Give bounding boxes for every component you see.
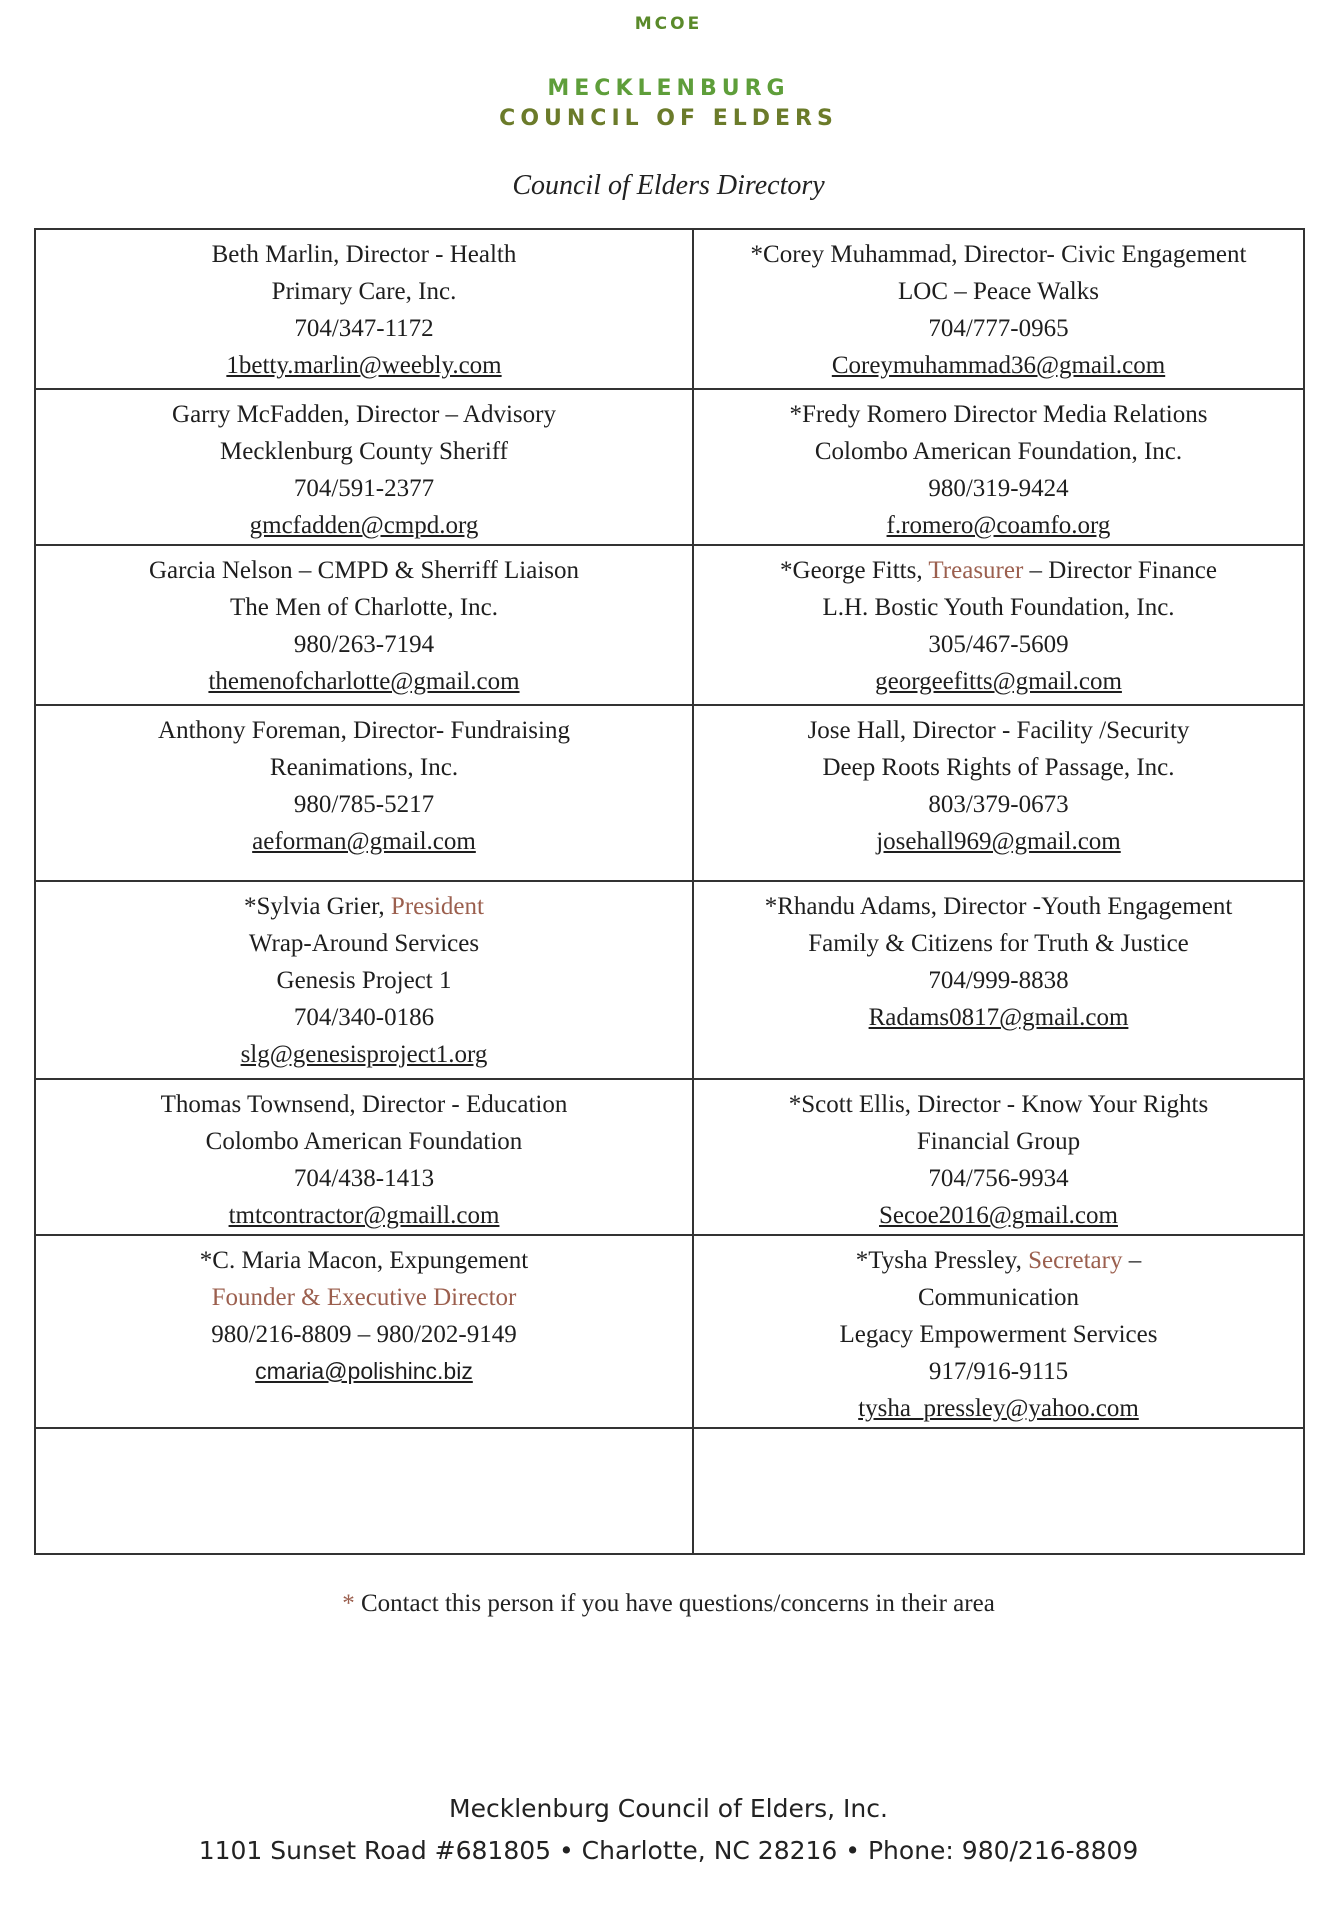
entry-email-link[interactable]: themenofcharlotte@gmail.com	[208, 668, 520, 695]
entry-phone: 704/438-1413	[293, 1165, 435, 1192]
entry-phone: 704/347-1172	[294, 315, 434, 342]
directory-entry-empty	[693, 1428, 1304, 1554]
directory-entry	[693, 229, 1304, 389]
entry-email-link[interactable]: Radams0817@gmail.com	[868, 1004, 1129, 1031]
footer-address: 1101 Sunset Road #681805 • Charlotte, NC 28216 • Phone: 980/216-8809	[198, 1836, 1139, 1865]
entry-email-link[interactable]: tysha_pressley@yahoo.com	[858, 1395, 1139, 1422]
entry-organization: The Men of Charlotte, Inc.	[230, 594, 498, 621]
table-row	[35, 1235, 1304, 1428]
page-title: Council of Elders Directory	[512, 170, 825, 201]
entry-title: Garry McFadden, Director – Advisory	[172, 401, 556, 428]
entry-phone: 803/379-0673	[928, 791, 1069, 818]
directory-entry	[35, 229, 693, 389]
entry-role: President	[390, 893, 484, 920]
entry-department: Communication	[917, 1284, 1080, 1311]
directory-entry	[693, 545, 1304, 705]
entry-email-link[interactable]: gmcfadden@cmpd.org	[249, 512, 479, 539]
directory-entry	[693, 881, 1304, 1079]
entry-title: Anthony Foreman, Director- Fundraising	[158, 717, 570, 744]
entry-email-link[interactable]: cmaria@polishinc.biz	[255, 1358, 473, 1384]
entry-title: *Fredy Romero Director Media Relations	[789, 401, 1208, 428]
table-row	[35, 881, 1304, 1079]
entry-phone: 980/263-7194	[293, 631, 435, 658]
entry-title: *Corey Muhammad, Director- Civic Engagement	[750, 241, 1247, 268]
entry-phone: 980/216-8809 – 980/202-9149	[211, 1321, 517, 1348]
table-row	[35, 389, 1304, 545]
directory-entry	[35, 881, 693, 1079]
entry-program: Genesis Project 1	[276, 967, 452, 994]
table-row-empty	[35, 1428, 1304, 1554]
entry-title: Garcia Nelson – CMPD & Sherriff Liaison	[148, 557, 580, 584]
entry-title	[702, 1242, 1295, 1279]
entry-title: Jose Hall, Director - Facility /Security	[807, 717, 1190, 744]
footer-organization: Mecklenburg Council of Elders, Inc.	[449, 1794, 888, 1823]
entry-email-link[interactable]: tmtcontractor@gmaill.com	[228, 1202, 500, 1229]
entry-organization: Family & Citizens for Truth & Justice	[808, 930, 1189, 957]
entry-organization: Primary Care, Inc.	[271, 278, 457, 305]
entry-name: *George Fitts,	[780, 557, 929, 584]
table-row	[35, 705, 1304, 881]
entry-title: *Rhandu Adams, Director -Youth Engagement	[764, 893, 1233, 920]
entry-phone: 704/999-8838	[928, 967, 1069, 994]
directory-entry	[35, 389, 693, 545]
entry-title-suffix: –	[1122, 1247, 1142, 1274]
entry-title-suffix: – Director Finance	[1023, 557, 1217, 584]
logo-text-mecklenburg: MECKLENBURG	[547, 76, 790, 101]
entry-email-link[interactable]: 1betty.marlin@weebly.com	[226, 352, 502, 379]
entry-title: *Scott Ellis, Director - Know Your Rights	[788, 1091, 1209, 1118]
entry-organization: Reanimations, Inc.	[269, 754, 459, 781]
footnote	[0, 1590, 1337, 1618]
entry-email-link[interactable]: georgeefitts@gmail.com	[875, 668, 1122, 695]
table-row	[35, 545, 1304, 705]
entry-organization: Legacy Empowerment Services	[839, 1321, 1158, 1348]
entry-phone: 704/340-0186	[293, 1004, 435, 1031]
entry-organization: Mecklenburg County Sheriff	[220, 438, 508, 465]
entry-organization: Wrap-Around Services	[248, 930, 480, 957]
directory-entry-empty	[35, 1428, 693, 1554]
directory-entry	[35, 545, 693, 705]
entry-title: Thomas Townsend, Director - Education	[160, 1091, 568, 1118]
entry-phone: 980/319-9424	[928, 475, 1069, 502]
directory-entry	[35, 1079, 693, 1235]
table-row	[35, 229, 1304, 389]
entry-title: *C. Maria Macon, Expungement	[199, 1247, 529, 1274]
directory-entry	[35, 705, 693, 881]
entry-email-link[interactable]: aeforman@gmail.com	[252, 828, 476, 855]
directory-table	[34, 228, 1305, 1555]
entry-email-link[interactable]: Coreymuhammad36@gmail.com	[831, 352, 1166, 379]
entry-phone: 917/916-9115	[928, 1358, 1069, 1385]
entry-email-link[interactable]: Secoe2016@gmail.com	[879, 1202, 1118, 1229]
entry-organization: Deep Roots Rights of Passage, Inc.	[822, 754, 1175, 781]
entry-email-link[interactable]: slg@genesisproject1.org	[240, 1041, 488, 1068]
entry-role: Secretary	[1028, 1247, 1123, 1274]
entry-phone: 980/785-5217	[293, 791, 435, 818]
directory-entry	[693, 705, 1304, 881]
directory-entry	[693, 389, 1304, 545]
footnote-asterisk: *	[342, 1590, 355, 1617]
entry-organization: L.H. Bostic Youth Foundation, Inc.	[822, 594, 1175, 621]
entry-phone: 305/467-5609	[928, 631, 1069, 658]
entry-organization: LOC – Peace Walks	[898, 278, 1099, 305]
entry-organization: Colombo American Foundation, Inc.	[814, 438, 1183, 465]
logo-abbreviation: MCOE	[634, 14, 703, 34]
entry-title	[702, 552, 1295, 589]
footnote-text: Contact this person if you have questions/concerns in their area	[354, 1590, 995, 1617]
entry-title	[44, 888, 684, 925]
table-row	[35, 1079, 1304, 1235]
entry-email-link[interactable]: f.romero@coamfo.org	[886, 512, 1111, 539]
entry-phone: 704/591-2377	[293, 475, 435, 502]
entry-organization: Colombo American Foundation	[205, 1128, 523, 1155]
entry-email-link[interactable]: josehall969@gmail.com	[876, 828, 1121, 855]
entry-title: Beth Marlin, Director - Health	[211, 241, 517, 268]
entry-organization: Financial Group	[916, 1128, 1081, 1155]
entry-name: *Sylvia Grier,	[244, 893, 391, 920]
directory-entry	[35, 1235, 693, 1428]
directory-entry	[693, 1235, 1304, 1428]
entry-phone: 704/777-0965	[928, 315, 1069, 342]
logo-text-council-of-elders: COUNCIL OF ELDERS	[499, 106, 838, 131]
entry-name: *Tysha Pressley,	[855, 1247, 1029, 1274]
entry-role: Treasurer	[928, 557, 1024, 584]
entry-role: Founder & Executive Director	[211, 1284, 517, 1311]
directory-entry	[693, 1079, 1304, 1235]
entry-phone: 704/756-9934	[928, 1165, 1069, 1192]
